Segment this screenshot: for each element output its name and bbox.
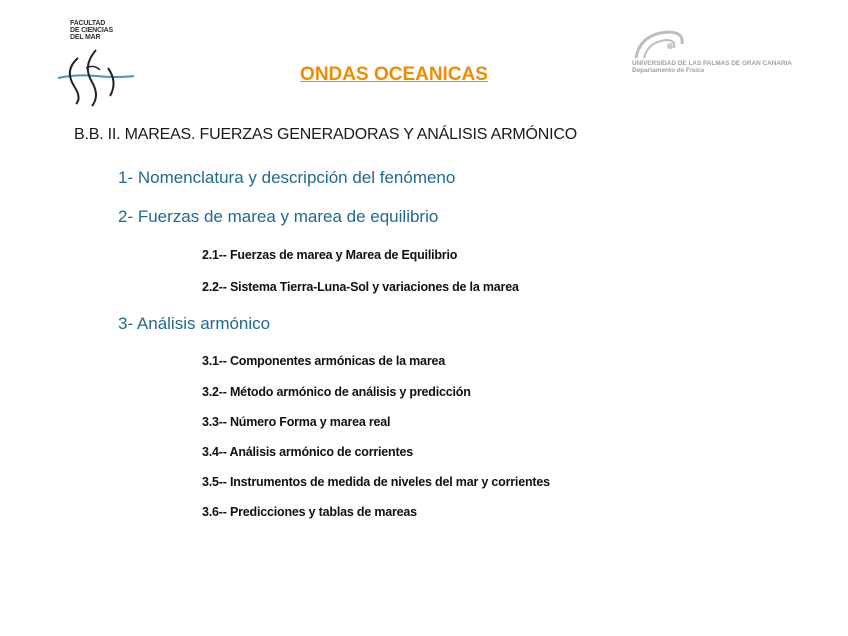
university-logo-text: UNIVERSIDAD DE LAS PALMAS DE GRAN CANARIA Departamento de Física [632, 60, 793, 74]
subsection-3-5: 3.5-- Instrumentos de medida de niveles del mar y corrientes [202, 475, 550, 489]
page-title: ONDAS OCEANICAS [300, 64, 488, 85]
section-2-title: 2- Fuerzas de marea y marea de equilibrio [118, 207, 439, 226]
faculty-logo-text: FACULTAD DE CIENCIAS DEL MAR [70, 20, 113, 41]
page-title-wrap [0, 64, 788, 86]
subsection-2-1: 2.1-- Fuerzas de marea y Marea de Equilibrio [202, 248, 458, 262]
subsection-3-1: 3.1-- Componentes armónicas de la marea [202, 354, 445, 368]
university-emblem-icon [630, 28, 690, 60]
section-3-title: 3- Análisis armónico [118, 314, 271, 333]
subsection-3-3: 3.3-- Número Forma y marea real [202, 415, 391, 429]
subsection-3-2: 3.2-- Método armónico de análisis y predicción [202, 385, 471, 399]
section-1-title: 1- Nomenclatura y descripción del fenómeno [118, 168, 456, 187]
topic-heading: B.B. II. MAREAS. FUERZAS GENERADORAS Y ANÁLISIS ARMÓNICO [74, 126, 578, 143]
subsection-2-2: 2.2-- Sistema Tierra-Luna-Sol y variaciones de la marea [202, 280, 519, 294]
subsection-3-6: 3.6-- Predicciones y tablas de mareas [202, 505, 417, 519]
subsection-3-4: 3.4-- Análisis armónico de corrientes [202, 445, 413, 459]
